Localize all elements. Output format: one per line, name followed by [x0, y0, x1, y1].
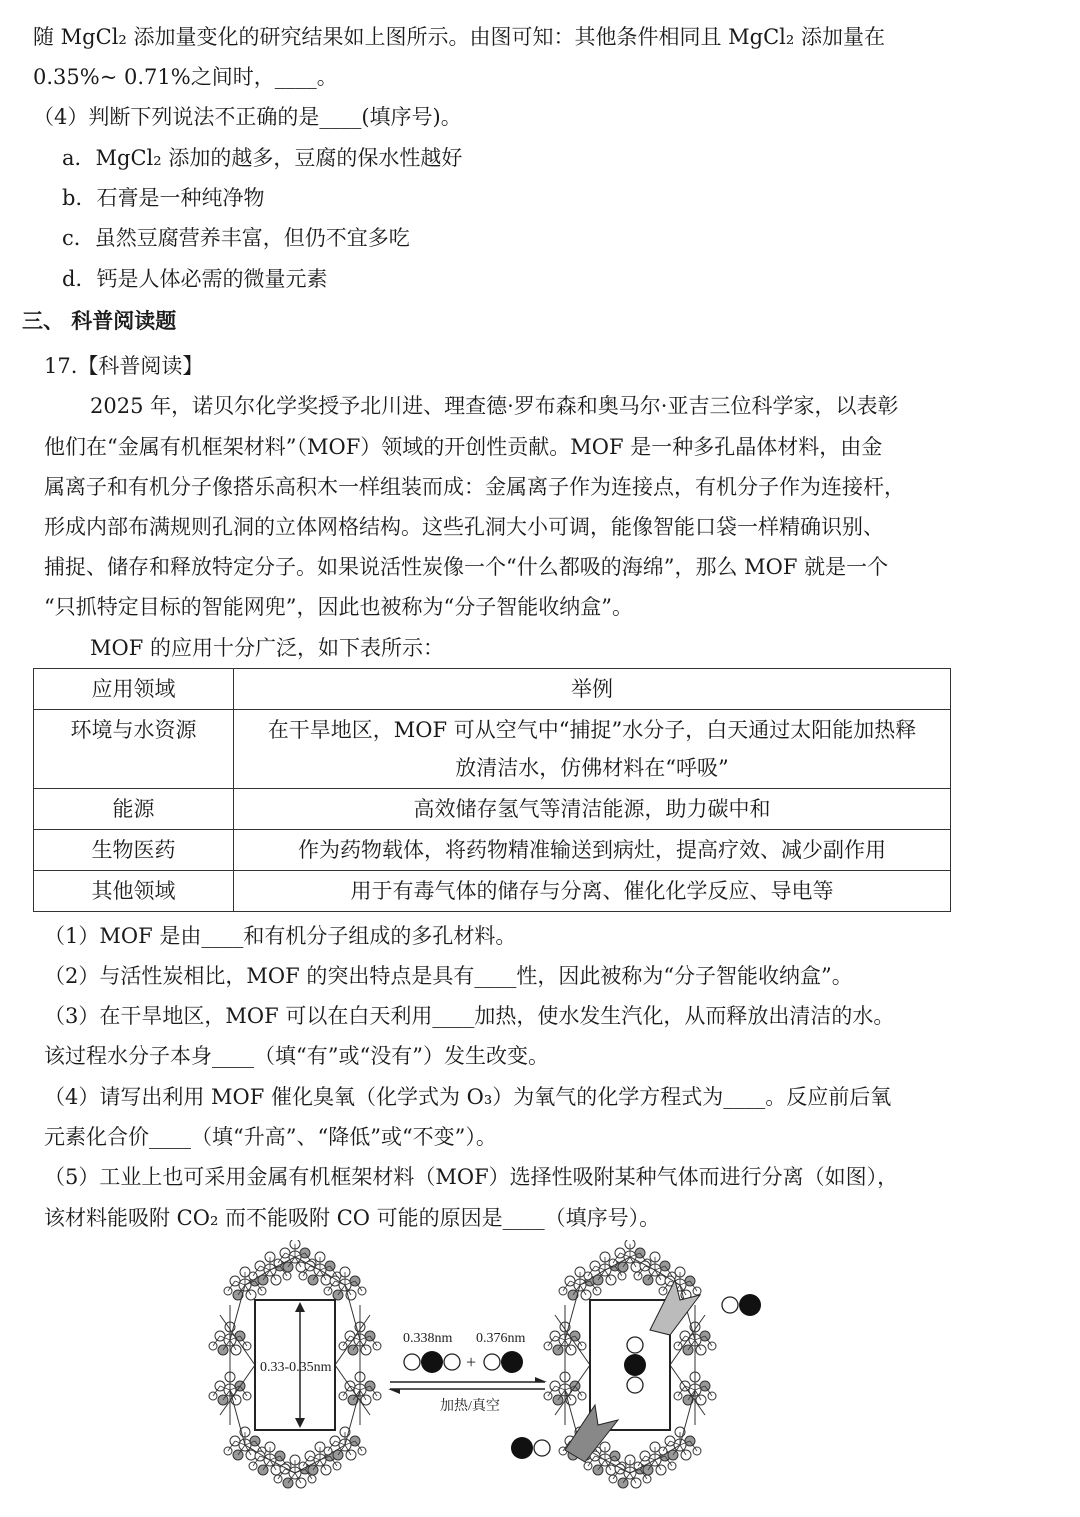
sub-question-4-cont: 元素化合价____（填“升高”、“降低”或“不变”）。 — [44, 1125, 497, 1149]
condition-label: 加热/真空 — [440, 1399, 500, 1414]
mof-framework-right — [511, 1240, 761, 1488]
plus-sign: + — [466, 1352, 477, 1372]
table-cell-field: 环境与水资源 — [34, 710, 234, 789]
table-header-row — [34, 669, 951, 710]
text-line: 随 MgCl₂ 添加量变化的研究结果如上图所示。由图可知：其他条件相同且 MgCl₂ 添加量在 — [33, 25, 885, 49]
passage-line: 捕捉、储存和释放特定分子。如果说活性炭像一个“什么都吸的海绵”，那么 MOF 就是一个 — [44, 555, 889, 579]
table-row — [34, 710, 951, 789]
mof-adsorption-figure — [200, 1240, 780, 1505]
option-b: b．石膏是一种纯净物 — [62, 186, 265, 210]
pore-size-label: 0.33-0.35nm — [260, 1360, 332, 1375]
molecule-legend — [388, 1331, 547, 1414]
option-a: a．MgCl₂ 添加的越多，豆腐的保水性越好 — [62, 146, 463, 170]
question-4: （4）判断下列说法不正确的是____(填序号)。 — [33, 105, 462, 129]
table-cell-text: 在干旱地区，MOF 可从空气中“捕捉”水分子，白天通过太阳能加热释 — [267, 718, 917, 742]
sub-question-3: （3）在干旱地区，MOF 可以在白天利用____加热，使水发生汽化，从而释放出清洁的水。 — [44, 1004, 895, 1028]
table-cell-example: 作为药物载体，将药物精准输送到病灶，提高疗效、减少副作用 — [234, 830, 951, 871]
table-cell-field: 其他领域 — [34, 871, 234, 912]
sub-question-1: （1）MOF 是由____和有机分子组成的多孔材料。 — [44, 924, 517, 948]
section-heading: 三、 科普阅读题 — [22, 309, 177, 333]
co2-adsorbed-icon — [624, 1337, 646, 1393]
co2-size-label: 0.338nm — [403, 1331, 453, 1346]
sub-question-3-cont: 该过程水分子本身____（填“有”或“没有”）发生改变。 — [44, 1044, 549, 1068]
text-line: 0.35%~ 0.71%之间时，____。 — [33, 65, 338, 89]
co2-molecule-icon — [404, 1351, 460, 1373]
co-molecule-icon — [484, 1351, 523, 1373]
table-intro: MOF 的应用十分广泛，如下表所示： — [90, 636, 444, 660]
reversible-arrow-icon — [388, 1377, 547, 1394]
table-cell-field: 能源 — [34, 789, 234, 830]
option-d: d．钙是人体必需的微量元素 — [62, 267, 328, 291]
sub-question-4: （4）请写出利用 MOF 催化臭氧（化学式为 O₃）为氧气的化学方程式为____。反应前后氧 — [44, 1085, 892, 1109]
passage-line: 形成内部布满规则孔洞的立体网格结构。这些孔洞大小可调，能像智能口袋一样精确识别、 — [44, 515, 884, 539]
option-c: c．虽然豆腐营养丰富，但仍不宜多吃 — [62, 226, 410, 250]
table-cell-field: 生物医药 — [34, 830, 234, 871]
passage-line: 属离子和有机分子像搭乐高积木一样组装而成：金属离子作为连接点，有机分子作为连接杆， — [44, 475, 905, 499]
table-cell-text: 放清洁水，仿佛材料在“呼吸” — [455, 756, 729, 780]
passage-line: “只抓特定目标的智能网兜”，因此也被称为“分子智能收纳盒”。 — [44, 595, 633, 619]
table-header-cell: 应用领域 — [34, 669, 234, 710]
mof-framework-left — [209, 1240, 381, 1488]
question-17-header: 17.【科普阅读】 — [44, 354, 204, 378]
co-size-label: 0.376nm — [476, 1331, 526, 1346]
sub-question-5-cont: 该材料能吸附 CO₂ 而不能吸附 CO 可能的原因是____（填序号）。 — [44, 1206, 661, 1230]
table-row — [34, 789, 951, 830]
sub-question-5: （5）工业上也可采用金属有机框架材料（MOF）选择性吸附某种气体而进行分离（如图）， — [44, 1165, 899, 1189]
table-cell-example — [234, 710, 951, 789]
co-molecule-outside-icon — [511, 1437, 550, 1459]
co-molecule-outside-icon — [722, 1294, 761, 1316]
passage-line: 他们在“金属有机框架材料”（MOF）领域的开创性贡献。MOF 是一种多孔晶体材料，由金 — [44, 435, 883, 459]
passage-line: 2025 年，诺贝尔化学奖授予北川进、理查德·罗布森和奥马尔·亚吉三位科学家，以表彰 — [90, 394, 899, 418]
sub-question-2: （2）与活性炭相比，MOF 的突出特点是具有____性，因此被称为“分子智能收纳盒”。 — [44, 964, 853, 988]
table-row — [34, 830, 951, 871]
table-row — [34, 871, 951, 912]
table-cell-example: 高效储存氢气等清洁能源，助力碳中和 — [234, 789, 951, 830]
application-table — [33, 668, 951, 912]
table-cell-example: 用于有毒气体的储存与分离、催化化学反应、导电等 — [234, 871, 951, 912]
blocked-arrow-icon — [565, 1405, 618, 1462]
table-header-cell: 举例 — [234, 669, 951, 710]
